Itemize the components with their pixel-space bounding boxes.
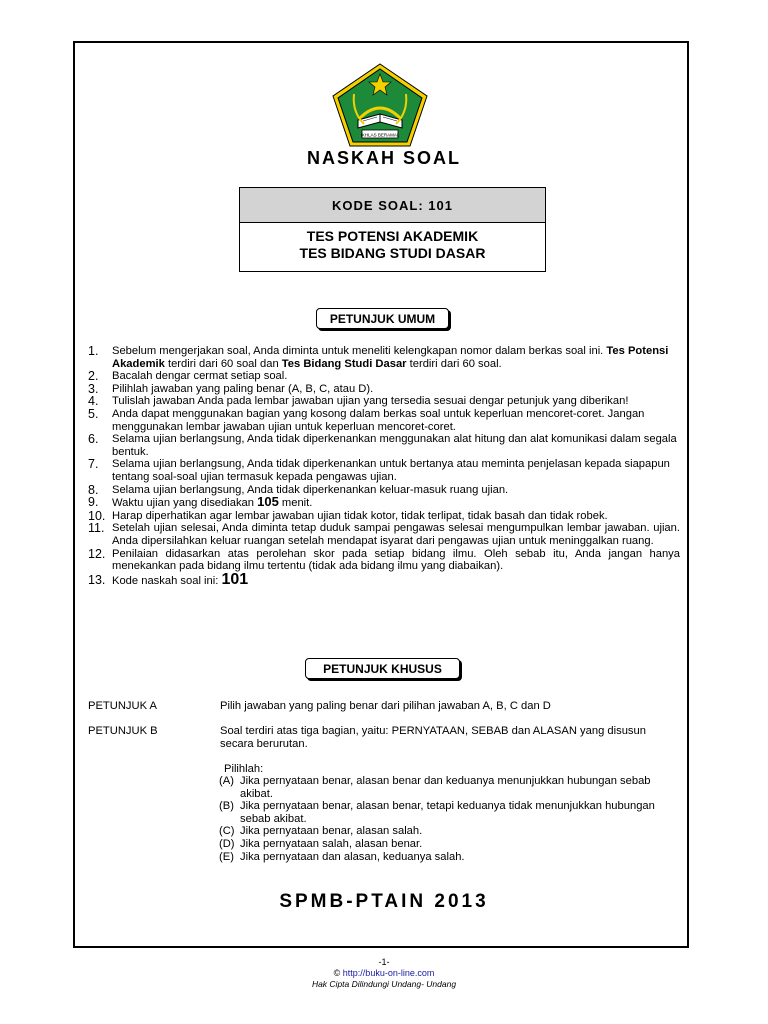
item-number: 9. [88, 495, 99, 510]
item-number: 3. [88, 381, 99, 396]
item-text: Pilihlah jawaban yang paling benar (A, B, C, atau D). [112, 382, 374, 395]
copyright-symbol: © [333, 968, 341, 978]
footer-rights: Hak Cipta Dilindungi Undang- Undang [311, 979, 457, 989]
option-text: Jika pernyataan benar, alasan benar dan keduanya menunjukkan hubungan sebab akibat. [240, 775, 651, 800]
item-number: 1. [88, 344, 99, 358]
list-item [88, 345, 680, 370]
item-text: Bacalah dengar cermat setiap soal. [112, 370, 288, 383]
kode-soal-label: KODE SOAL: 101 [240, 188, 545, 223]
exam-title: SPMB-PTAIN 2013 [279, 891, 489, 912]
item-number: 5. [88, 406, 99, 421]
item-text: Tulislah jawaban Anda pada lembar jawaban ujian yang tersedia sesuai dengar petunjuk yang diberikan! [112, 395, 629, 408]
ministry-logo [330, 62, 430, 148]
item-text: terdiri dari 60 soal dan [164, 357, 282, 370]
list-item [88, 522, 680, 547]
option-key: (C) [219, 825, 235, 837]
item-text: Selama ujian berlangsung, Anda tidak diperkenankan menggunakan alat hitung dan alat komunikasi dalam segala bentuk. [112, 433, 677, 458]
petunjuk-b-text: Soal terdiri atas tiga bagian, yaitu: PERNYATAAN, SEBAB dan ALASAN yang disusun secara berurutan. [220, 725, 646, 750]
item-text: Waktu ujian yang disediakan [112, 497, 258, 510]
item-number: 4. [88, 394, 99, 409]
item-text: terdiri dari 60 soal. [406, 357, 502, 370]
item-number: 13. [88, 572, 106, 587]
item-text: Penilaian didasarkan atas perolehan skor pada setiap bidang ilmu. Oleh sebab itu, Anda jangan hanya menekankan pada bidang ilmu tertentu (tidak ada bidang ilmu yang diabaikan). [112, 547, 680, 573]
page-title: NASKAH SOAL [306, 148, 461, 168]
item-bold: Tes Potensi Akademik [112, 345, 669, 370]
item-text: Harap diperhatikan agar lembar jawaban ujian tidak kotor, tidak terlipat, tidak basah dan tidak robek. [112, 509, 608, 522]
option-key: (D) [219, 838, 235, 850]
list-item [88, 408, 680, 433]
item-text: Sebelum mengerjakan soal, Anda diminta untuk meneliti kelengkapan nomor dalam berkas soal ini. [112, 345, 607, 357]
item-text: Selama ujian berlangsung, Anda tidak diperkenankan untuk bertanya atau meminta penjelasan kepada siapapun tentang soal-soal ujian termasuk kepada pengawas ujian. [112, 458, 670, 483]
subtitle-line-2: TES BIDANG STUDI DASAR [299, 245, 486, 261]
item-number: 2. [88, 369, 99, 384]
list-item [88, 496, 680, 510]
list-item [88, 395, 680, 408]
item-number: 11. [88, 521, 105, 536]
list-item [88, 510, 680, 523]
item-text: Kode naskah soal ini: [112, 574, 222, 587]
item-bold: Tes Bidang Studi Dasar [281, 357, 407, 370]
kode-soal-box [239, 187, 546, 272]
option-text: Jika pernyataan benar, alasan salah. [240, 825, 423, 837]
petunjuk-umum-heading: PETUNJUK UMUM [316, 308, 449, 329]
item-number: 8. [88, 482, 99, 497]
option-text: Jika pernyataan benar, alasan benar, tetapi keduanya tidak menunjukkan hubungan sebab akibat. [240, 800, 655, 825]
general-instructions-list [88, 345, 680, 587]
petunjuk-a-label: PETUNJUK A [88, 700, 158, 712]
list-item [88, 548, 680, 573]
option-text: Jika pernyataan salah, alasan benar. [240, 838, 423, 850]
item-text: Setelah ujian selesai, Anda diminta tetap duduk sampai pengawas selesai mengumpulkan lembar jawaban. ujian. Anda dipersilahkan keluar ruangan setelah mendapat isyarat dari pengawas ujian untuk meninggalkan ruang. [112, 522, 680, 547]
page-number: -1- [378, 957, 390, 967]
subtitle-line-1: TES POTENSI AKADEMIK [306, 228, 479, 244]
test-names [240, 223, 545, 262]
item-number: 7. [88, 457, 99, 472]
list-item [88, 458, 680, 483]
petunjuk-khusus-heading: PETUNJUK KHUSUS [305, 658, 460, 679]
list-item [88, 484, 680, 497]
option-key: (E) [219, 851, 234, 863]
item-text: Anda dapat menggunakan bagian yang kosong dalam berkas soal untuk keperluan mencoret-coret. Jangan menggunakan lembar jawaban ujian untuk keperluan mencoret-coret. [112, 407, 645, 433]
option-text: Jika pernyataan dan alasan, keduanya salah. [240, 851, 465, 863]
item-text: menit. [278, 497, 313, 510]
duration-value: 105 [257, 494, 279, 510]
item-number: 6. [88, 432, 99, 447]
footer-copyright [0, 968, 768, 978]
petunjuk-a-text: Pilih jawaban yang paling benar dari pilihan jawaban A, B, C dan D [220, 700, 551, 712]
petunjuk-b-label: PETUNJUK B [88, 725, 158, 737]
item-number: 10. [88, 508, 106, 523]
list-item [88, 370, 680, 383]
list-item [88, 433, 680, 458]
option-key: (A) [219, 775, 234, 787]
footer-link[interactable]: http://buku-on-line.com [342, 968, 435, 978]
logo-caption: IKHLAS BERAMAL [360, 132, 400, 138]
list-item [88, 383, 680, 396]
option-key: (B) [219, 800, 234, 812]
item-number: 12. [88, 546, 106, 561]
kode-value: 101 [221, 570, 249, 588]
list-item [88, 570, 680, 588]
item-text: Selama ujian berlangsung, Anda tidak diperkenankan keluar-masuk ruang ujian. [112, 483, 509, 496]
pilihlah-label: Pilihlah: [224, 763, 264, 775]
